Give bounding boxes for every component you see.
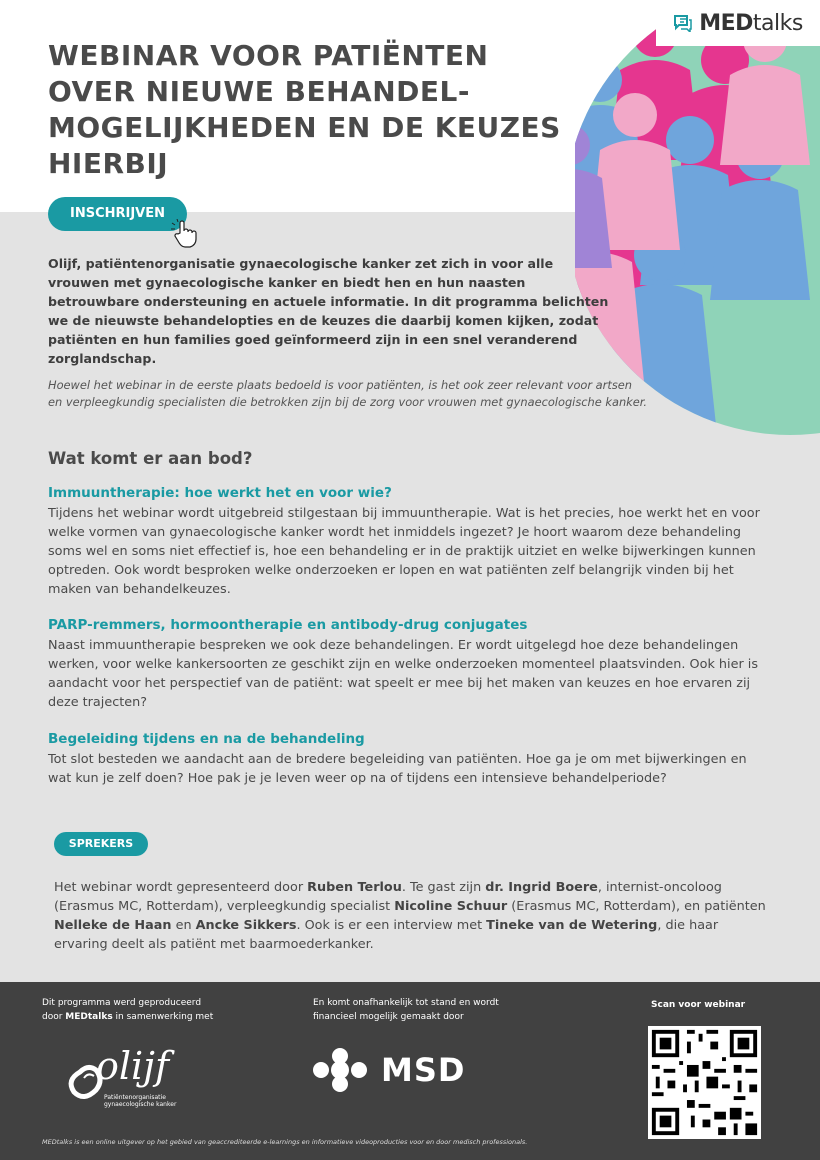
disclaimer-text: MEDtalks is een online uitgever op het gebied van geaccrediteerde e-learnings en informatieve videoproducties voor en door medisch professionals.: [42, 1138, 528, 1146]
footer: [0, 982, 820, 1160]
section-text-parp: Naast immuuntherapie bespreken we ook deze behandelingen. Er wordt uitgelegd hoe deze behandelingen werken, voor welke kankersoorten ze geschikt zijn en welke onderzoeken momenteel plaatsvinden. Ook hier is aandacht voor het perspectief van de patiënt: wat speelt er mee bij het maken van keuzes en hoe ervaren zij deze trajecten?: [48, 638, 759, 710]
section-title-parp: PARP-remmers, hormoontherapie en antibody-drug conjugates: [48, 617, 528, 633]
speakers-badge: SPREKERS: [54, 832, 148, 856]
produced-by-text: Dit programma werd geproduceerd door MEDtalks in samenwerking met: [42, 998, 214, 1022]
section-text-guidance: Tot slot besteden we aandacht aan de bredere begeleiding van patiënten. Hoe ga je om met bijwerkingen en wat kun je zelf doen? Hoe pak je je leven weer op na of tijdens een intensieve behandelperiode?: [48, 752, 747, 786]
msd-logo: MSD: [313, 1048, 465, 1092]
hand-cursor-icon: [170, 219, 200, 249]
register-button[interactable]: INSCHRIJVEN: [48, 197, 187, 231]
intro-text: Olijf, patiëntenorganisatie gynaecologische kanker zet zich in voor alle vrouwen met gynaecologische kanker en biedt hen en hun naasten betrouwbare ondersteuning en actuele informatie. In dit programma belichten we de nieuwste behandelopties en de keuzes die daarbij komen kijken, zodat patiënten en hun families goed geïnformeerd zijn in een snel veranderend zorglandschap.: [48, 256, 609, 366]
section-text-immunotherapy: Tijdens het webinar wordt uitgebreid stilgestaan bij immuuntherapie. Wat is het precies, hoe werkt het en voor welke vormen van gynaecologische kanker wordt het inmiddels ingezet? Je hoort waarom deze behandeling soms wel en soms niet effectief is, hoe een behandeling er in de praktijk uitziet en welke bijwerkingen kunnen optreden. Ook wordt besproken welke onderzoeken er lopen en wat patiënten zelf belangrijk vinden bij het maken van behandelkeuzes.: [48, 506, 760, 597]
logo-text: MEDtalks: [699, 10, 803, 36]
funded-by-text: En komt onafhankelijk tot stand en wordt financieel mogelijk gemaakt door: [313, 998, 499, 1022]
msd-mark-icon: [313, 1048, 367, 1092]
intro-italic-text: Hoewel het webinar in de eerste plaats bedoeld is voor patiënten, is het ook zeer relevant voor artsen en verpleegkundig specialisten die betrokken zijn bij de zorg voor vrouwen met gynaecologische kanker.: [48, 378, 648, 409]
page-title: WEBINAR VOOR PATIËNTEN OVER NIEUWE BEHANDEL-MOGELIJKHEDEN EN DE KEUZES HIERBIJ: [48, 39, 561, 180]
section-title-immunotherapy: Immuuntherapie: hoe werkt het en voor wie?: [48, 485, 392, 501]
scan-label: Scan voor webinar: [651, 1000, 746, 1010]
chat-bubble-icon: [673, 14, 693, 32]
agenda-heading: Wat komt er aan bod?: [48, 449, 253, 468]
speakers-text: Het webinar wordt gepresenteerd door Ruben Terlou. Te gast zijn dr. Ingrid Boere, internist-oncoloog (Erasmus MC, Rotterdam), verpleegkundig specialist Nicoline Schuur (Erasmus MC, Rotterdam), en patiënten Nelleke de Haan en Ancke Sikkers. Ook is er een interview met Tineke van de Wetering, die haar ervaring deelt als patiënt met baarmoederkanker.: [54, 880, 766, 952]
olijf-logo: olijf Patiëntenorganisatie gynaecologische kanker: [62, 1042, 182, 1116]
qr-code[interactable]: [648, 1026, 761, 1139]
medtalks-logo: [656, 0, 820, 46]
section-title-guidance: Begeleiding tijdens en na de behandeling: [48, 731, 365, 747]
